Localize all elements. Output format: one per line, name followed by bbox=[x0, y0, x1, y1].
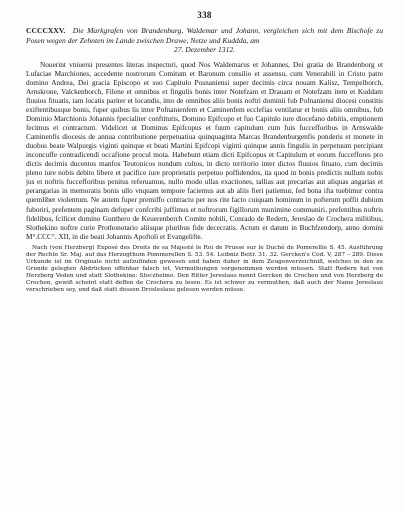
document-summary: Die Markgrafen von Brandenburg, Waldemar und Johann, vergleichen sich mit dem Bischofe zu Posen wegen der Zehnten im Lande zwischen Drawe, Netze und Kuddda, am bbox=[26, 26, 383, 45]
source-note: Nach (von Herzberg) Exposé des Droits de sa Majesté le Roi de Prusse sur le Duché de Pomerellie S. 45. Ausführung der Rechte Sr. Maj. auf das Herzogthum Pommerellen S. 53. 54. Leibniz Beitr. 31. 32. Gercken's Cod. V, 287 – 289. Diese Urkunde ist im Originale nicht aufzufinden gewesen und haben daher in dem Zeugenverzeichniß, welches in den zu Grunde gelegten Abdrücken offenbar falsch ist, Vermuthungen vorgenommen werden müssen. Statt Redern hat von Herzberg Veden und statt Slothekino: Stoczhelmo. Den Ritter Jereslaus nennt Gercken de Crochen und von Herzberg de Crochen, gewiß scheint statt deffen de Crochera zu lesen. Es ist schwer zu vermuthen, daß auch der Name Jereslaus verschrieben sey, und daß statt dessen Drosleslaus gelesen werden müsse. bbox=[26, 244, 383, 293]
document-heading bbox=[26, 26, 383, 55]
page-number: 338 bbox=[197, 10, 212, 20]
charter-text: Nouerint vniuersi presentes literas inspecturi, quod Nos Waldemarus et Johannes, Dei gratia de Brandenborg et Lufaciae Marchiones, accedente nostrorum Comitum et Baronum consilio et assensu, cum Venerabili in Cristo patre domino Andrea, Dei gracia Episcopo et suo Capitulo Posnaniensi super decimis circa nouam Kalisz, Tempelborch, Arnskrone, Valckenborch, Filene et omnibus et fingulis bonis inter Notefzam et Drauam et Notefzam item et Kuddam fluuios fituatis, iam locatis pariter et locandis, imo de omnibus aliis bonis noftri dominii fub Pofnaniensi diocesi constitis exiftentibusque bonis, fuper quibus lis inter Pofnanienfem et Caminenfem ecclefias ventilatur et bonis aliis omnibus, fub Dominio Marchionis Johannis fpecialiter conftitutis, Domino Epifcopo et fuo Capitulo iure diocefano debitis, emptionem fecimus et contractum. Videlicet ut Dominus Epifcopus et fuum capitulum cum fuis fuccefforibus in Arnswalde Caminenfis diocesis de annua contributione perpetuatiua quinquaginta Marcas Brandenburgenfis ponderis et monete in duobus beate Walpurgis viginti quinque et beati Martini Epifcopi viginti quinque annis fingulis in perpetuum percipiant inconcuffe contradicendi occafione procul mota. Habebunt etiam dicti Epifcopus et Capitulum et eorum fucceffores pro dictis decimis ducentos manfos Teutonicos nondum cultos, in dicto territorio inter dictos fluuios fituato, cum decimis pleno iure nobis debito libere et pacifice iure proprietatis perpetuo poffidendos, ita quod in bonis predictis nullum nobis jus et noftris fuccefforibus penitus referuamus, nullo modo ullas exactiones, tallias aut precarias aut aliquas angarias et perangarias in memoratis bonis ullo vnquam tempore faciemus aut ab aliis fieri patiemur, fed bona ifta tuebimur contra quemlibet violentum. Ne autem fuper premiffo contractu per nos rite facto cuiquam hominum in pofterum poffit dubium fuboriri, prefentem paginam defuper confcribi juffimus et noftrorum figillorum munimine communiri, prefentibus noftris fidelibus, fcilicet domino Gunthero de Keuerenberch Comite nobili, Conrado de Redern, Jereslao de Crochera militibus, Slothekino noftre curie Prothonotario aliisque pluribus fide dececratis. Actum et datum in Buchfzendorp, anno domini M°.CCC°. XII, in die beati Johannis Apoftoli et Evangelifte. bbox=[26, 59, 383, 241]
document-date: 27. Dezember 1312. bbox=[173, 45, 236, 55]
document-number: CCCCXXV. bbox=[26, 26, 66, 35]
